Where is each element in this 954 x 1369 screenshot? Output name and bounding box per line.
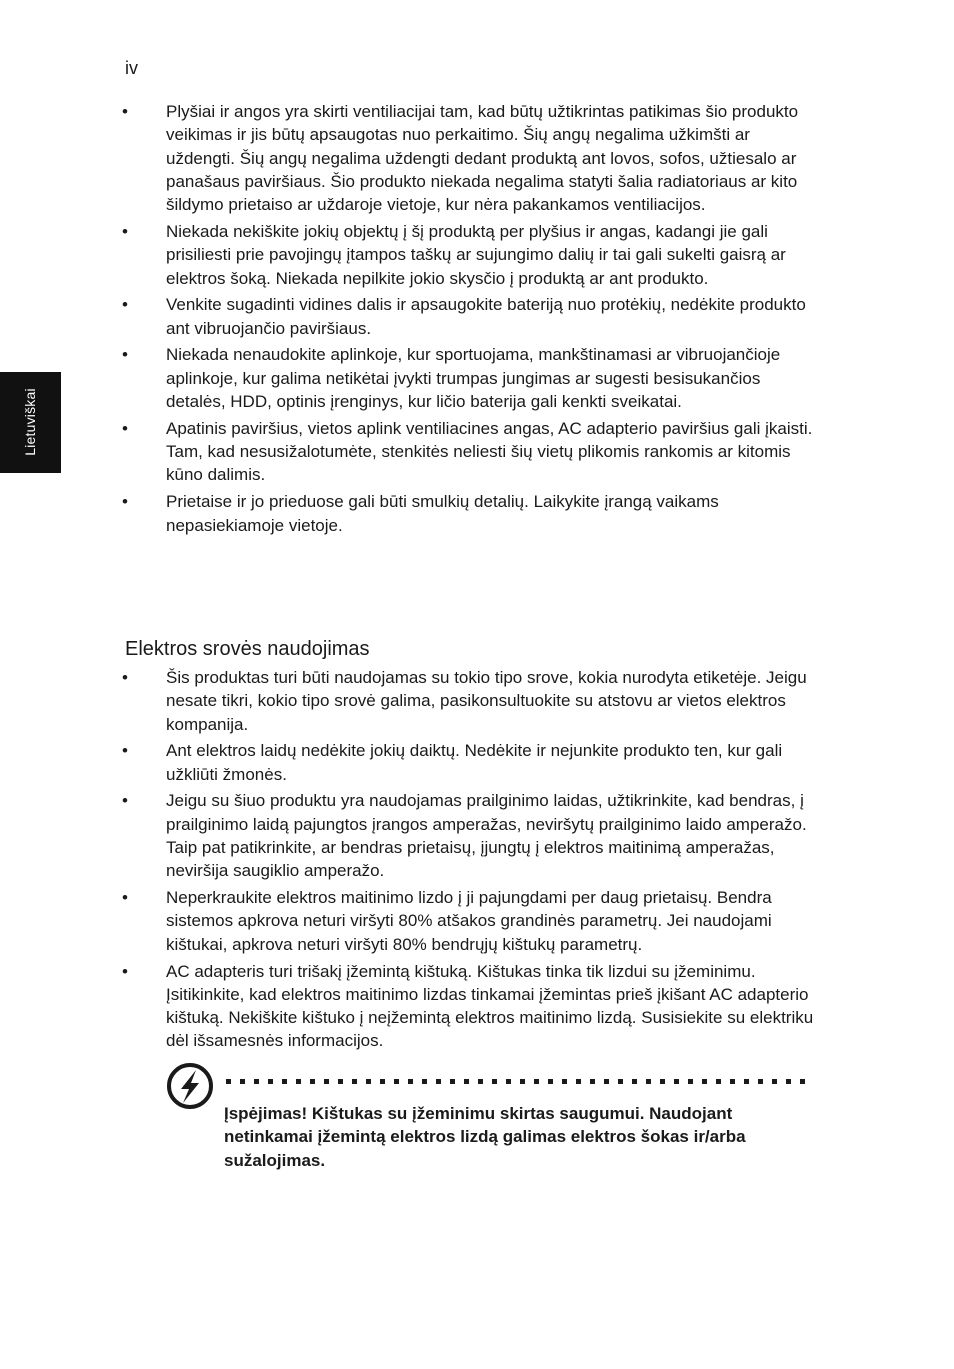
bullet-icon: •: [122, 295, 128, 315]
list-item-text: Niekada nenaudokite aplinkoje, kur sportuojama, mankštinamasi ar vibruojančioje aplinkoje, kur galima netikėtai įvykti trumpas jungimas ar sugesti besisukančios detalės, HDD, optinis įrenginys, kur ličio baterija gali kenkti sveikatai.: [166, 345, 781, 412]
warning-text: Įspėjimas! Kištukas su įžeminimu skirtas saugumui. Naudojant netinkamai įžemintą elektros lizdą galimas elektros šokas ir/arba sužalojimas.: [224, 1104, 746, 1170]
list-item-text: Šis produktas turi būti naudojamas su tokio tipo srove, kokia nurodyta etiketėje. Jeigu nesate tikri, kokio tipo srovė galima, pasikonsultuokite su atstovu ar vietos elektros kompanija.: [166, 668, 807, 734]
list-item-text: Neperkraukite elektros maitinimo lizdo į ji pajungdami per daug prietaisų. Bendra sistemos apkrova neturi viršyti 80% atšakos grandinės parametrų. Jei naudojami kištukai, apkrova neturi viršyti 80% bendrųjų kištukų parametrų.: [166, 888, 772, 954]
list-item: [0, 343, 814, 413]
list-item-text: Plyšiai ir angos yra skirti ventiliacijai tam, kad būtų užtikrintas patikimas šio produkto veikimas ir jis būtų apsaugotas nuo perkaitimo. Šių angų negalima užkimšti ar uždengti. Šių angų negalima uždengti dedant produktą ant lovos, sofos, užtiesalo ar panašaus paviršiaus. Šio produkto niekada negalima statyti šalia radiatoriaus ar kito šildymo prietaiso ar uždaroje vietoje, kur nėra pakankamos ventiliacijos.: [166, 102, 799, 215]
safety-bullet-list: [0, 100, 954, 540]
bullet-icon: •: [122, 888, 128, 908]
bullet-icon: •: [122, 345, 128, 365]
list-item-text: Niekada nekiškite jokių objektų į šį produktą per plyšius ir angas, kadangi jie gali prisiliesti prie pavojingų įtampos taškų ar sujungimo dalių ir tai gali sukelti gaisrą ar elektros šoką. Niekada nepilkite jokio skysčio į produktą ar ant produkto.: [166, 221, 786, 288]
list-item-text: Venkite sugadinti vidines dalis ir apsaugokite bateriją nuo protėkių, nedėkite produkto ant vibruojančio paviršiaus.: [166, 295, 806, 338]
bullet-icon: •: [122, 418, 128, 438]
bullet-icon: •: [122, 961, 128, 981]
power-bullet-list: [0, 666, 954, 1056]
list-item: [0, 739, 814, 786]
bullet-icon: •: [122, 102, 128, 121]
list-item: [0, 960, 814, 1053]
list-item-text: AC adapteris turi trišakį įžemintą kištuką. Kištukas tinka tik lizdui su įžeminimu. Įsitikinkite, kad elektros maitinimo lizdas tinkamai įžemintas prieš įkišant AC adapterio kištuką. Nekiškite kištuko į neįžemintą elektros maitinimo lizdą. Susisiekite su elektriku dėl išsamesnės informacijos.: [166, 961, 814, 1051]
list-item: [0, 490, 814, 537]
list-item-text: Apatinis paviršius, vietos aplink ventiliacines angas, AC adapterio paviršius gali įkaisti. Tam, kad nesusižalotumėte, stenkitės neliesti šių vietų plikomis rankomis ar kitomis kūno dalimis.: [166, 418, 813, 485]
bullet-icon: •: [122, 221, 128, 241]
list-item: [0, 666, 814, 736]
list-item: [0, 789, 814, 882]
list-item: [0, 293, 814, 340]
bullet-icon: •: [122, 791, 128, 811]
list-item: [0, 220, 814, 290]
page-number: iv: [125, 58, 138, 78]
bullet-icon: •: [122, 741, 128, 761]
list-item-text: Jeigu su šiuo produktu yra naudojamas prailginimo laidas, užtikrinkite, kad bendras, į prailginimo laidą pajungtos įrangos amperažas, neviršytų prailginimo laido amperažo. Taip pat patikrinkite, ar bendras prietaisų, įjungtų į elektros maitinimą amperažas, neviršija saugiklio amperažo.: [166, 791, 807, 881]
list-item: [0, 886, 814, 956]
list-item: [0, 417, 814, 487]
list-item: [0, 100, 814, 216]
bullet-icon: •: [122, 668, 128, 687]
bullet-icon: •: [122, 492, 128, 512]
warning-lightning-icon: [166, 1062, 214, 1110]
language-tab-label: Lietuviškai: [22, 388, 38, 456]
list-item-text: Prietaise ir jo prieduose gali būti smulkių detalių. Laikykite įrangą vaikams nepasiekiamoje vietoje.: [166, 492, 719, 535]
list-item-text: Ant elektros laidų nedėkite jokių daiktų. Nedėkite ir nejunkite produkto ten, kur gali užkliūti žmonės.: [166, 741, 783, 784]
section-heading-power: Elektros srovės naudojimas: [125, 638, 370, 660]
warning-divider: [226, 1079, 810, 1084]
